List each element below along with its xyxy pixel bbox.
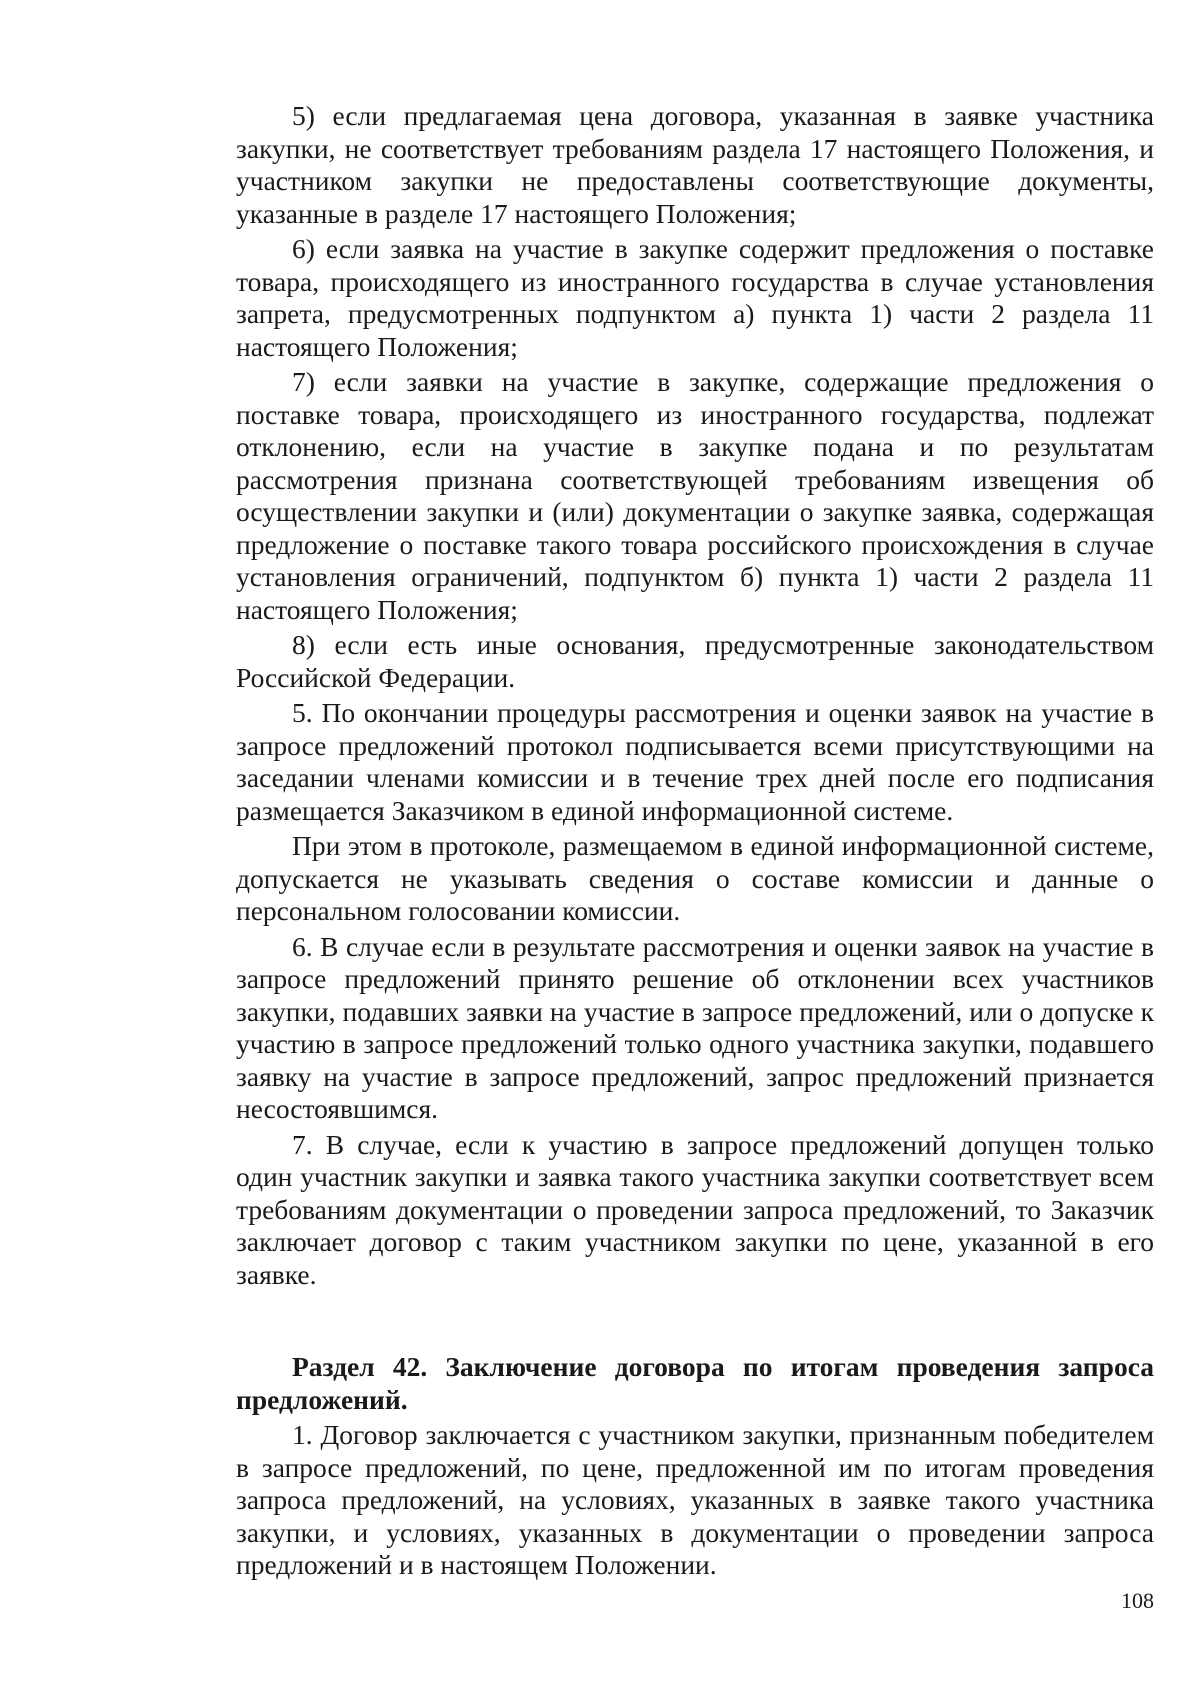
- document-body: [236, 100, 1154, 1585]
- paragraph-section-42-clause-1: 1. Договор заключается с участником закупки, признанным победителем в запросе предложений, по цене, предложенной им по итогам проведения запроса предложений, на условиях, указанных в заявке такого участника закупки, и условиях, указанных в документации о проведении запроса предложений и в настоящем Положении.: [236, 1419, 1154, 1580]
- paragraph-clause-5-note: При этом в протоколе, размещаемом в единой информационной системе, допускается не указывать сведения о составе комиссии и данные о персональном голосовании комиссии.: [236, 830, 1154, 926]
- paragraph-clause-7: 7. В случае, если к участию в запросе предложений допущен только один участник закупки и заявка такого участника закупки соответствует всем требованиям документации о проведении запроса предложений, то Заказчик заключает договор с таким участником закупки по цене, указанной в его заявке.: [236, 1128, 1154, 1290]
- section-heading: Раздел 42. Заключение договора по итогам проведения запроса предложений.: [236, 1351, 1154, 1415]
- page-number: 108: [1121, 1588, 1154, 1613]
- paragraph-clause-5: 5. По окончании процедуры рассмотрения и оценки заявок на участие в запросе предложений протокол подписывается всеми присутствующими на заседании членами комиссии и в течение трех дней после его подписания размещается Заказчиком в единой информационной системе.: [236, 697, 1154, 826]
- paragraph-item-8: 8) если есть иные основания, предусмотренные законодательством Российской Федерации.: [236, 629, 1154, 693]
- paragraph-item-7: 7) если заявки на участие в закупке, содержащие предложения о поставке товара, происходящего из иностранного государства, подлежат отклонению, если на участие в закупке подана и по результатам рассмотрения признана соответствующей требованиям извещения об осуществлении закупки и (или) документации о закупке заявка, содержащая предложение о поставке такого товара российского происхождения в случае установления ограничений, подпунктом б) пункта 1) части 2 раздела 11 настоящего Положения;: [236, 366, 1154, 625]
- paragraph-item-6: 6) если заявка на участие в закупке содержит предложения о поставке товара, происходящего из иностранного государства в случае установления запрета, предусмотренных подпунктом а) пункта 1) части 2 раздела 11 настоящего Положения;: [236, 233, 1154, 362]
- paragraph-item-5: 5) если предлагаемая цена договора, указанная в заявке участника закупки, не соответствует требованиям раздела 17 настоящего Положения, и участником закупки не предоставлены соответствующие документы, указанные в разделе 17 настоящего Положения;: [236, 100, 1154, 229]
- paragraph-clause-6: 6. В случае если в результате рассмотрения и оценки заявок на участие в запросе предложений принято решение об отклонении всех участников закупки, подавших заявки на участие в запросе предложений, или о допуске к участию в запросе предложений только одного участника закупки, подавшего заявку на участие в запросе предложений, запрос предложений признается несостоявшимся.: [236, 930, 1154, 1124]
